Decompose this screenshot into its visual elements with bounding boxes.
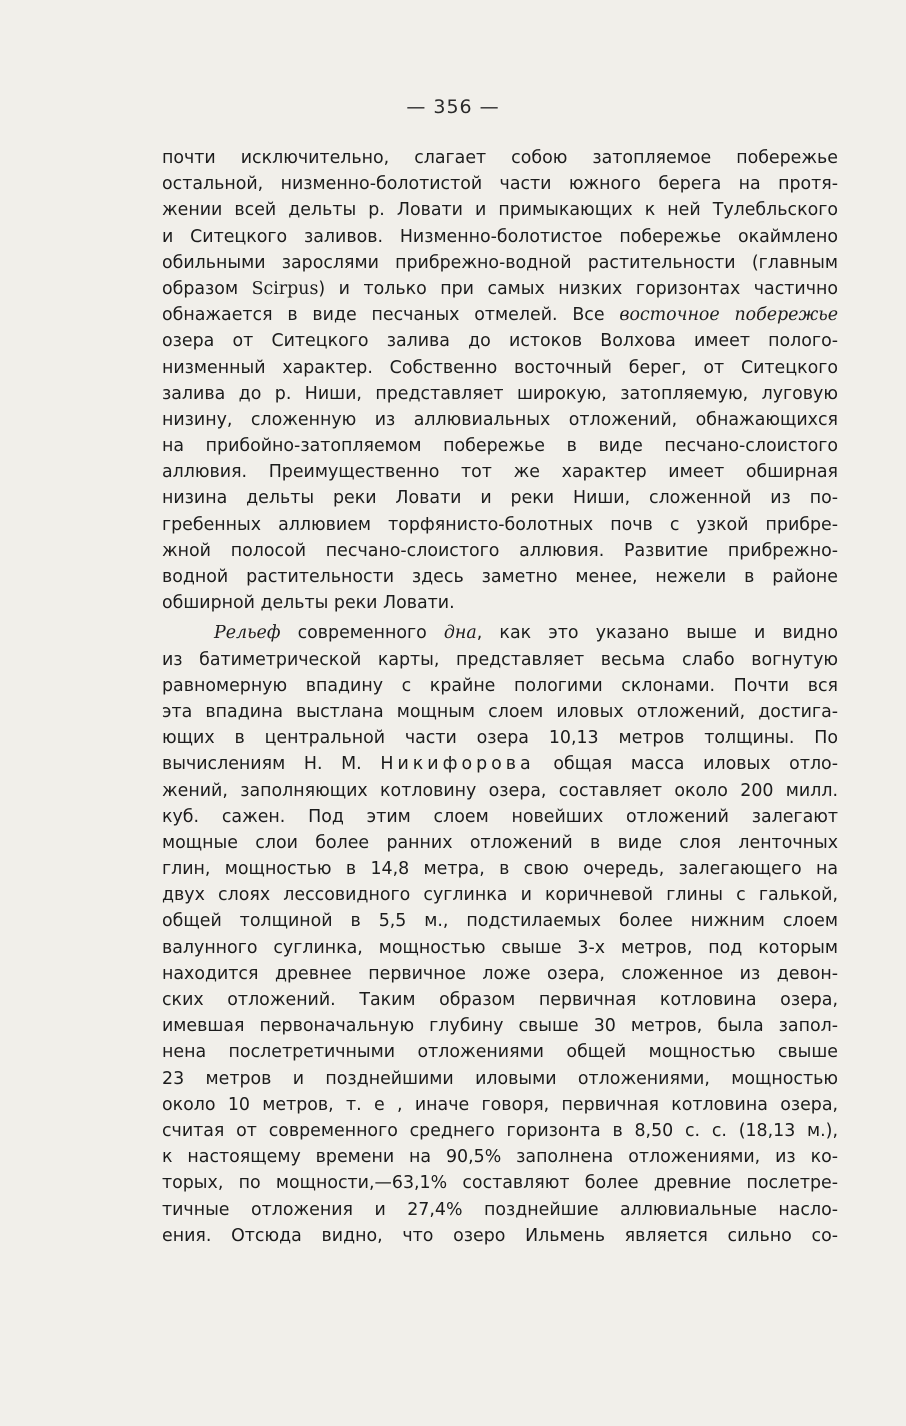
text-line: водной растительности здесь заметно менее, нежели в районе <box>162 567 838 587</box>
text-line: общей толщиной в 5,5 м., подстилаемых более нижним слоем <box>162 911 838 932</box>
page-number: — 356 — <box>406 96 500 118</box>
text-line: и Ситецкого заливов. Низменно-болотистое побережье окаймлено <box>162 226 838 247</box>
text-line: аллювия. Преимущественно тот же характер имеет обширная <box>162 462 838 483</box>
text-line: жении всей дельты р. Ловати и примыкающих к ней Тулебльского <box>162 200 838 221</box>
text-line: 23 метров и позднейшими иловыми отложениями, мощностью <box>162 1068 838 1089</box>
paragraph-shore-description <box>162 145 838 616</box>
text-line: куб. сажен. Под этим слоем новейших отложений залегают <box>162 806 838 827</box>
text-line <box>162 751 838 777</box>
text-run: образом <box>162 278 252 299</box>
text-line: глин, мощностью в 14,8 метра, в свою очередь, залегающего на <box>162 859 838 880</box>
text-line: почти исключительно, слагает собою затопляемое побережье <box>162 148 838 168</box>
text-line: низина дельты реки Ловати и реки Ниши, сложенной из по- <box>162 488 838 509</box>
text-line: низменный характер. Собственно восточный берег, от Ситецкого <box>162 357 838 378</box>
italic-term-bottom: дна <box>443 623 477 644</box>
text-run: вычислениям Н. М. <box>162 754 381 775</box>
text-run: обнажается в виде песчаных отмелей. Все <box>162 305 620 326</box>
text-line: считая от современного среднего горизонта в 8,50 с. с. (18,13 м.), <box>162 1120 838 1141</box>
text-line: ения. Отсюда видно, что озеро Ильмень является сильно со- <box>162 1225 838 1246</box>
text-line: торых, по мощности,—63,1% составляют более древние послетре- <box>162 1173 838 1194</box>
text-line: из батиметрической карты, представляет весьма слабо вогнутую <box>162 649 838 670</box>
text-line: гребенных аллювием торфянисто-болотных почв с узкой прибре- <box>162 514 838 535</box>
text-line: остальной, низменно-болотистой части южного берега на протя- <box>162 174 838 195</box>
text-line: обильными зарослями прибрежно-водной растительности (главным <box>162 252 838 273</box>
text-run: ) и только при самых низких горизонтах частично <box>318 278 838 299</box>
text-run: современного <box>280 623 444 644</box>
text-line: равномерную впадину с крайне пологими склонами. Почти вся <box>162 675 838 696</box>
text-line: на прибойно-затопляемом побережье в виде песчано-слоистого <box>162 436 838 457</box>
text-line: мощные слои более ранних отложений в виде слоя ленточных <box>162 832 838 853</box>
body-text <box>162 145 838 1249</box>
text-line: находится древнее первичное ложе озера, сложенное из девон- <box>162 963 838 984</box>
text-line: ских отложений. Таким образом первичная котловина озера, <box>162 990 838 1010</box>
text-run: общая масса иловых отло- <box>534 754 838 775</box>
author-name-spaced: Никифорова <box>380 754 535 775</box>
text-run: , как это указано выше и видно <box>476 623 838 644</box>
latin-taxon-name: Scirpus <box>251 278 319 299</box>
text-line: эта впадина выстлана мощным слоем иловых отложений, достига- <box>162 701 838 722</box>
text-line <box>162 620 838 646</box>
italic-term-relief: Рельеф <box>214 623 281 644</box>
italic-term-east-shore: восточное побережье <box>619 305 838 326</box>
text-line: нена послетретичными отложениями общей мощностью свыше <box>162 1042 838 1063</box>
text-line: жений, заполняющих котловину озера, составляет около 200 милл. <box>162 780 838 801</box>
text-line: к настоящему времени на 90,5% заполнена отложениями, из ко- <box>162 1147 838 1168</box>
text-line: тичные отложения и 27,4% позднейшие аллювиальные насло- <box>162 1199 838 1220</box>
text-line: двух слоях лессовидного суглинка и коричневой глины с галькой, <box>162 885 838 906</box>
text-line: озера от Ситецкого залива до истоков Волхова имеет полого- <box>162 331 838 352</box>
text-line <box>162 276 838 302</box>
text-line: валунного суглинка, мощностью свыше 3-х метров, под которым <box>162 937 838 958</box>
paragraph-lake-bottom-relief <box>162 620 838 1249</box>
text-line <box>162 302 838 328</box>
text-line: залива до р. Ниши, представляет широкую, затопляемую, луговую <box>162 383 838 404</box>
text-line: жной полосой песчано-слоистого аллювия. Развитие прибрежно- <box>162 540 838 561</box>
text-line: ющих в центральной части озера 10,13 метров толщины. По <box>162 728 838 749</box>
text-line: обширной дельты реки Ловати. <box>162 593 455 614</box>
text-line: низину, сложенную из аллювиальных отложений, обнажающихся <box>162 409 838 430</box>
text-line: имевшая первоначальную глубину свыше 30 метров, была запол- <box>162 1016 838 1037</box>
text-line: около 10 метров, т. е , иначе говоря, первичная котловина озера, <box>162 1094 838 1115</box>
